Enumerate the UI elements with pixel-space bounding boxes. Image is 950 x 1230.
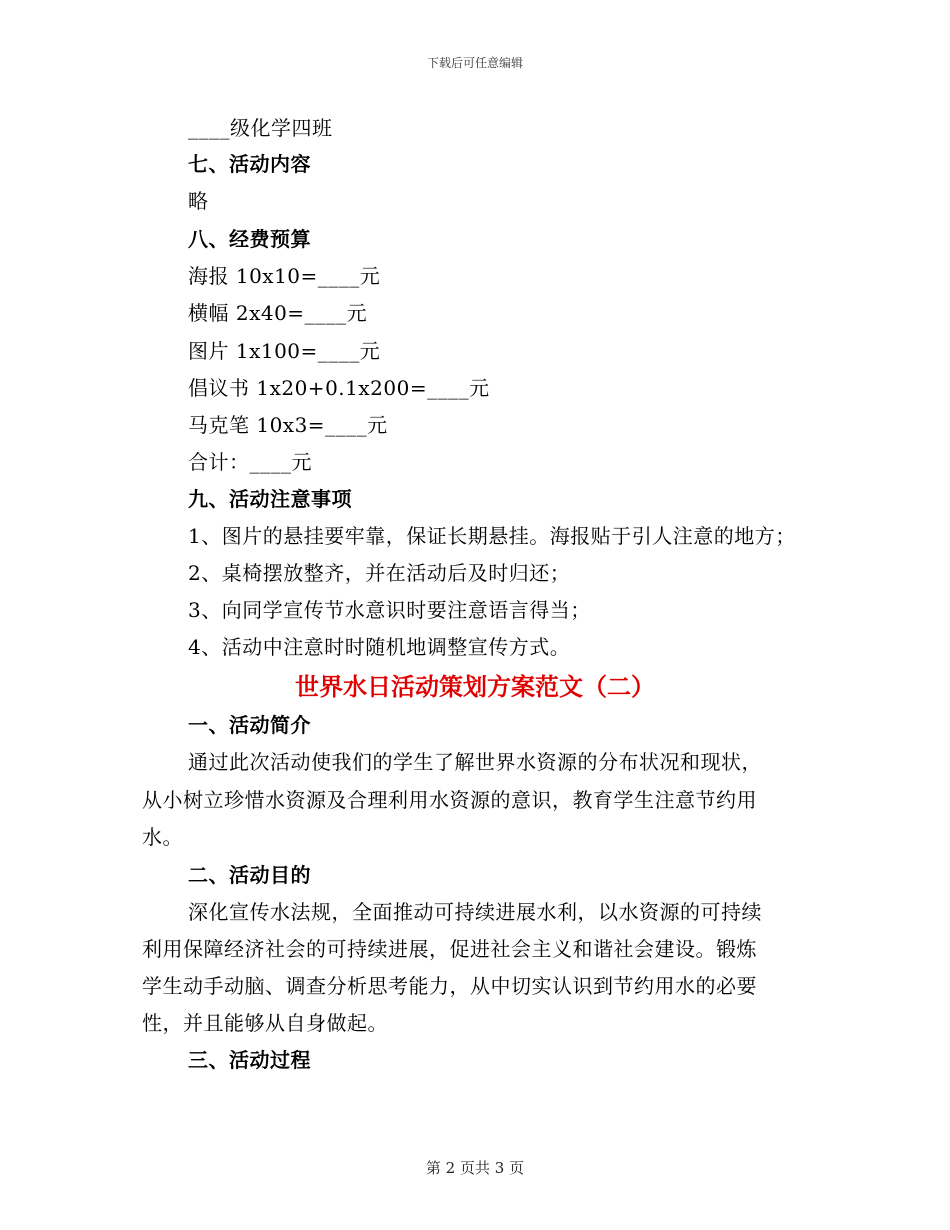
section-heading-content: 七、活动内容 xyxy=(188,152,311,176)
section-heading-notes: 九、活动注意事项 xyxy=(188,487,352,511)
section-heading-budget: 八、经费预算 xyxy=(188,227,311,251)
note-item: 4、活动中注意时时随机地调整宣传方式。 xyxy=(188,635,571,659)
paragraph-line: 深化宣传水法规，全面推动可持续进展水利，以水资源的可持续 xyxy=(188,900,762,924)
section-heading-intro: 一、活动简介 xyxy=(188,713,311,737)
note-item: 3、向同学宣传节水意识时要注意语言得当； xyxy=(188,598,591,622)
paragraph-line: 通过此次活动使我们的学生了解世界水资源的分布状况和现状， xyxy=(188,750,762,774)
section-content-body: 略 xyxy=(188,189,209,213)
document-title: 世界水日活动策划方案范文（二） xyxy=(295,673,655,701)
budget-item: 倡议书 1x20+0.1x200=____元 xyxy=(188,376,490,400)
note-item: 1、图片的悬挂要牢靠，保证长期悬挂。海报贴于引人注意的地方； xyxy=(188,524,796,548)
paragraph-line: 学生动手动脑、调查分析思考能力，从中切实认识到节约用水的必要 xyxy=(142,974,757,998)
class-line: ____级化学四班 xyxy=(188,116,333,140)
section-heading-process: 三、活动过程 xyxy=(188,1048,311,1072)
paragraph-line: 水。 xyxy=(142,825,183,849)
budget-item: 马克笔 10x3=____元 xyxy=(188,413,388,437)
budget-item: 图片 1x100=____元 xyxy=(188,339,381,363)
page-header-note: 下载后可任意编辑 xyxy=(426,56,523,70)
paragraph-line: 性，并且能够从自身做起。 xyxy=(142,1011,388,1035)
paragraph-line: 从小树立珍惜水资源及合理利用水资源的意识，教育学生注意节约用 xyxy=(142,788,757,812)
budget-total: 合计：____元 xyxy=(188,450,312,474)
section-heading-purpose: 二、活动目的 xyxy=(188,863,311,887)
page-number: 第 2 页共 3 页 xyxy=(425,1159,525,1177)
note-item: 2、桌椅摆放整齐，并在活动后及时归还； xyxy=(188,561,571,585)
budget-item: 横幅 2x40=____元 xyxy=(188,301,368,325)
paragraph-line: 利用保障经济社会的可持续进展，促进社会主义和谐社会建设。锻炼 xyxy=(142,937,757,961)
budget-item: 海报 10x10=____元 xyxy=(188,264,381,288)
